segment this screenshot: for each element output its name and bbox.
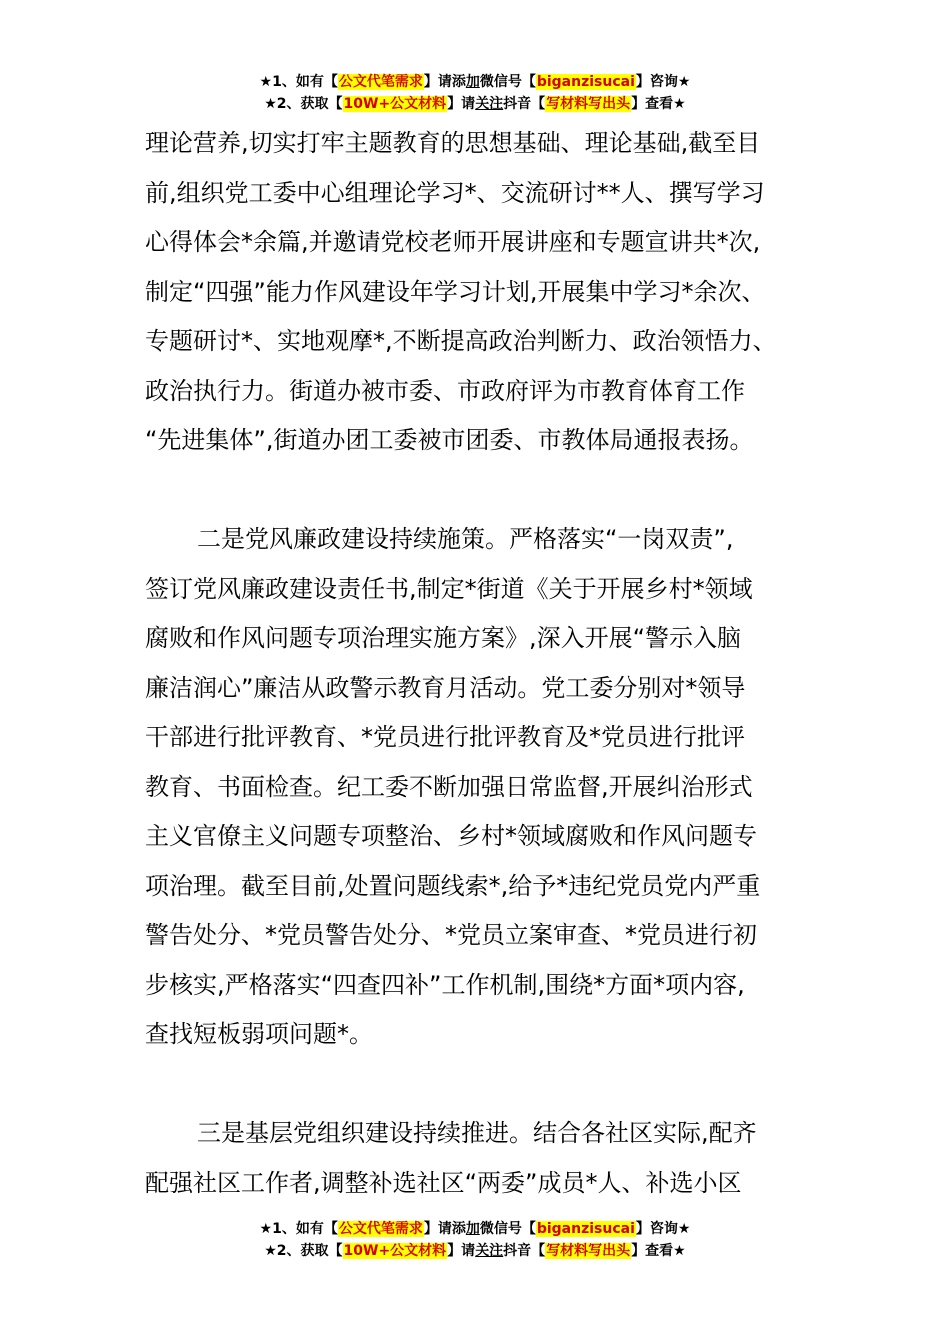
banner-emphasis: 加 xyxy=(465,1221,480,1237)
highlight-materials: 10W+公文材料 xyxy=(343,1243,447,1259)
header-banner-line-1 xyxy=(0,71,950,93)
banner-text: 】查看★ xyxy=(631,1243,686,1259)
text-line: 腐败和作风问题专项治理实施方案》,深入开展“警示入脑 xyxy=(145,624,742,652)
text-line: 廉洁润心”廉洁从政警示教育月活动。党工委分别对*领导 xyxy=(145,673,746,702)
header-banner-line-2 xyxy=(0,93,950,115)
banner-text: 】咨询★ xyxy=(635,1221,691,1237)
banner-emphasis: 加 xyxy=(465,74,480,90)
footer-banner xyxy=(0,1218,950,1262)
banner-text: ★2、获取【 xyxy=(264,96,343,112)
highlight-wechat-id: biganzisucai xyxy=(536,74,635,90)
text-line: 主义官僚主义问题专项整治、乡村*领域腐败和作风问题专 xyxy=(145,822,757,850)
paragraph-2 xyxy=(145,515,810,1060)
banner-text: ★1、如有【 xyxy=(259,1221,338,1237)
banner-text: 】请 xyxy=(447,1243,476,1259)
banner-text: 微信号【 xyxy=(479,74,536,90)
text-line: 二是党风廉政建设持续施策。严格落实“一岗双责”, xyxy=(197,525,734,553)
header-banner xyxy=(0,71,950,115)
text-line: “先进集体”,街道办团工委被市团委、市教体局通报表扬。 xyxy=(145,426,754,454)
banner-text: 抖音【 xyxy=(503,1243,546,1259)
text-line: 警告处分、*党员警告处分、*党员立案审查、*党员进行初 xyxy=(145,921,757,949)
banner-text: 抖音【 xyxy=(503,96,546,112)
highlight-materials: 10W+公文材料 xyxy=(343,96,447,112)
text-line: 查找短板弱项问题*。 xyxy=(145,1020,373,1048)
banner-emphasis: 关注 xyxy=(475,1243,504,1259)
banner-text: ★2、获取【 xyxy=(264,1243,343,1259)
text-line: 步核实,严格落实“四查四补”工作机制,围绕*方面*项内容, xyxy=(145,970,745,999)
text-line: 教育、书面检查。纪工委不断加强日常监督,开展纠治形式 xyxy=(145,772,753,801)
highlight-douyin: 写材料写出头 xyxy=(546,96,631,112)
banner-text: 】请 xyxy=(447,96,476,112)
paragraph-1 xyxy=(145,119,810,466)
banner-text: 】请添 xyxy=(423,74,466,90)
text-line: 制定“四强”能力作风建设年学习计划,开展集中学习*余次、 xyxy=(145,277,766,306)
text-line: 心得体会*余篇,并邀请党校老师开展讲座和专题宣讲共*次, xyxy=(145,228,761,256)
banner-emphasis: 关注 xyxy=(475,96,504,112)
document-body xyxy=(145,119,810,1208)
banner-text: 】查看★ xyxy=(631,96,686,112)
banner-text: 】咨询★ xyxy=(635,74,691,90)
highlight-wechat-id: biganzisucai xyxy=(536,1221,635,1237)
text-line: 理论营养,切实打牢主题教育的思想基础、理论基础,截至目 xyxy=(145,129,761,157)
banner-text: 】请添 xyxy=(423,1221,466,1237)
text-line: 前,组织党工委中心组理论学习*、交流研讨**人、撰写学习 xyxy=(145,178,765,207)
footer-banner-line-1 xyxy=(0,1218,950,1240)
banner-text: 微信号【 xyxy=(479,1221,536,1237)
paragraph-gap xyxy=(145,1060,810,1110)
text-line: 政治执行力。街道办被市委、市政府评为市教育体育工作 xyxy=(145,376,745,405)
text-line: 配强社区工作者,调整补选社区“两委”成员*人、补选小区 xyxy=(145,1168,742,1197)
text-line: 签订党风廉政建设责任书,制定*街道《关于开展乡村*领域 xyxy=(145,574,753,603)
highlight-service: 公文代笔需求 xyxy=(338,74,423,90)
banner-text: ★1、如有【 xyxy=(259,74,338,90)
text-line: 项治理。截至目前,处置问题线索*,给予*违纪党员党内严重 xyxy=(145,871,761,900)
highlight-service: 公文代笔需求 xyxy=(338,1221,423,1237)
paragraph-gap xyxy=(145,466,810,516)
paragraph-3 xyxy=(145,1109,810,1208)
text-line: 专题研讨*、实地观摩*,不断提高政治判断力、政治领悟力、 xyxy=(145,327,777,355)
text-line: 干部进行批评教育、*党员进行批评教育及*党员进行批评 xyxy=(145,723,745,751)
footer-banner-line-2 xyxy=(0,1240,950,1262)
text-line: 三是基层党组织建设持续推进。结合各社区实际,配齐 xyxy=(197,1119,757,1147)
highlight-douyin: 写材料写出头 xyxy=(546,1243,631,1259)
